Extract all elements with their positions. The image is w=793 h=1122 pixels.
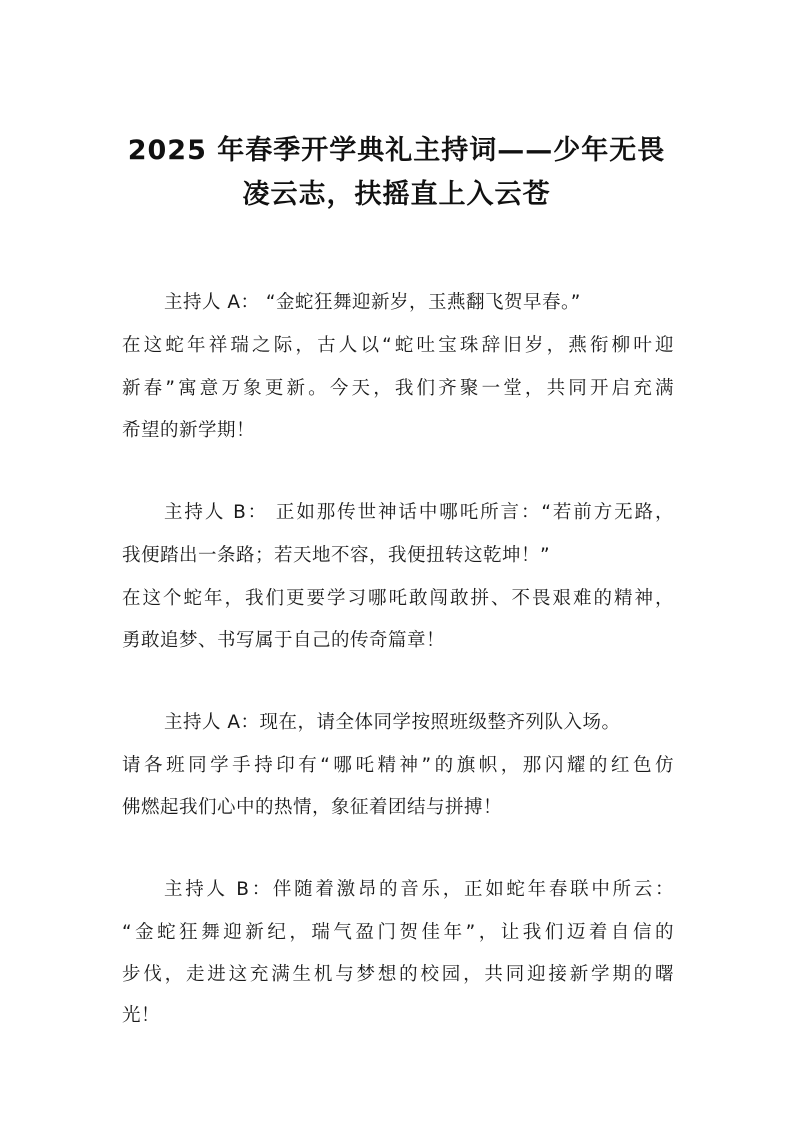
document-title-line-1: 2025 年春季开学典礼主持词——少年无畏 bbox=[127, 135, 666, 166]
paragraph-line: 佛燃起我们心中的热情，象征着团结与拼搏！ bbox=[122, 797, 503, 818]
paragraph-line: 主持人 A：现在，请全体同学按照班级整齐列队入场。 bbox=[164, 712, 621, 733]
paragraph-line: 光！ bbox=[122, 1005, 161, 1026]
document-title-line-2: 凌云志，扶摇直上入云苍 bbox=[242, 179, 551, 210]
paragraph-line: 步伐，走进这充满生机与梦想的校园，共同迎接新学期的曙 bbox=[122, 964, 674, 985]
paragraph-line: 希望的新学期！ bbox=[122, 420, 256, 441]
paragraph-line: “金蛇狂舞迎新纪，瑞气盈门贺佳年”，让我们迈着自信的 bbox=[122, 922, 674, 943]
paragraph-line: 主持人 B： 正如那传世神话中哪吒所言：“若前方无路， bbox=[164, 502, 674, 523]
paragraph-line: 我便踏出一条路；若天地不容，我便扭转这乾坤！” bbox=[122, 545, 551, 566]
paragraph-line: 主持人 A： “金蛇狂舞迎新岁，玉燕翻飞贺早春。” bbox=[164, 292, 581, 313]
paragraph-line: 勇敢追梦、书写属于自己的传奇篇章！ bbox=[122, 630, 446, 651]
paragraph-line: 主持人 B：伴随着激昂的音乐，正如蛇年春联中所云： bbox=[164, 879, 674, 900]
paragraph-line: 在这蛇年祥瑞之际，古人以“蛇吐宝珠辞旧岁，燕衔柳叶迎 bbox=[122, 335, 674, 356]
paragraph-line: 请各班同学手持印有“哪吒精神”的旗帜，那闪耀的红色仿 bbox=[122, 755, 674, 776]
paragraph-line: 新春”寓意万象更新。今天，我们齐聚一堂，共同开启充满 bbox=[122, 378, 674, 399]
paragraph-line: 在这个蛇年，我们更要学习哪吒敢闯敢拼、不畏艰难的精神， bbox=[122, 588, 674, 609]
